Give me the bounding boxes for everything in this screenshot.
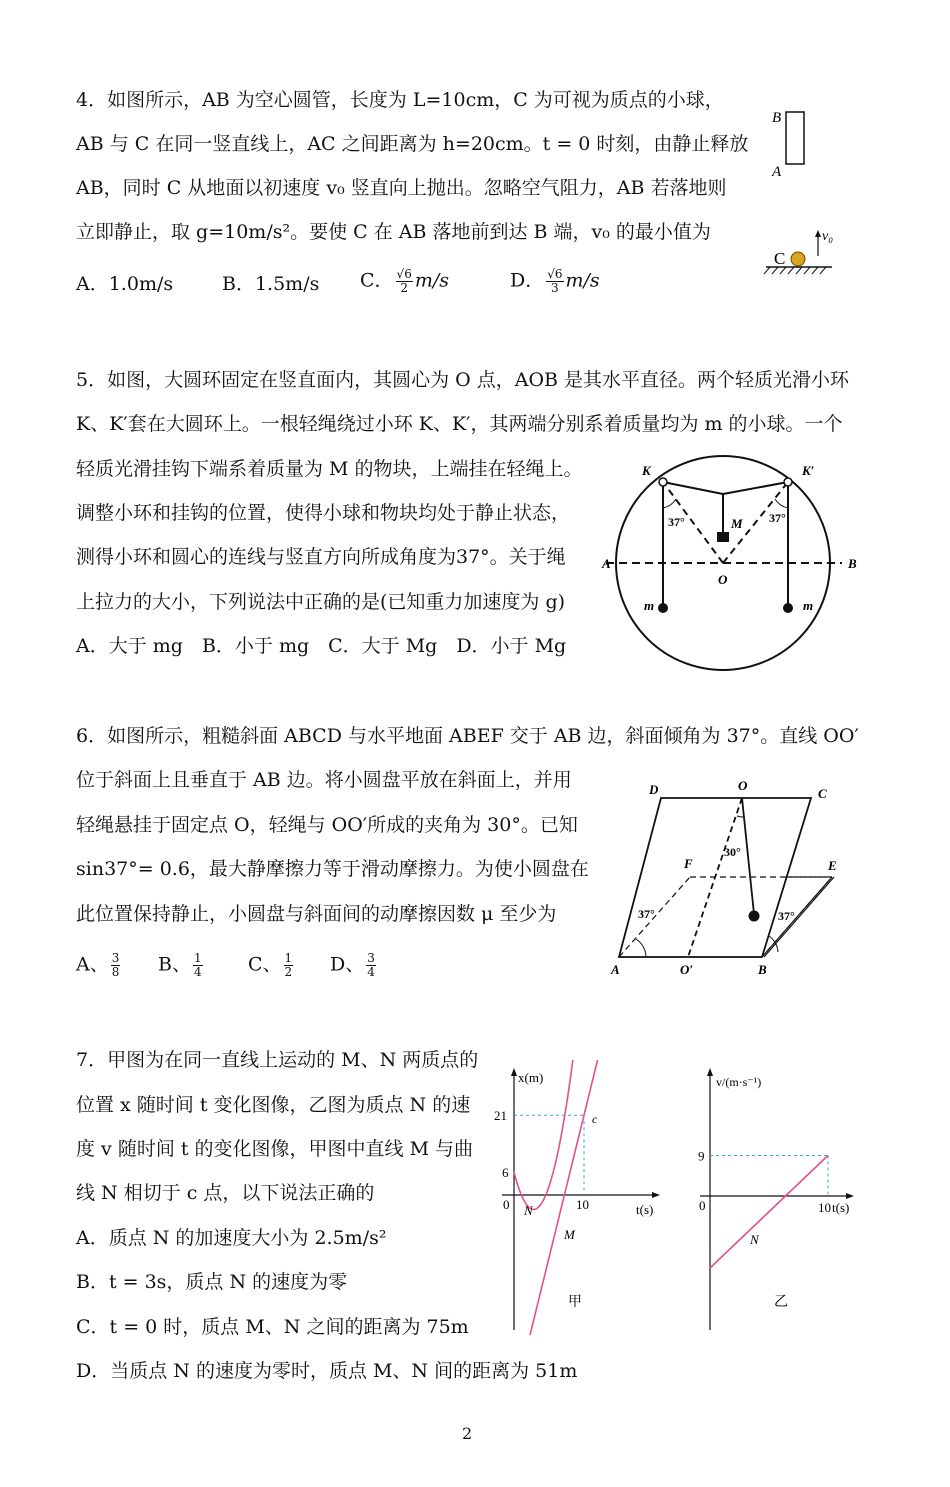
q4-figure <box>760 100 860 280</box>
label-angle-37-left: 37° <box>638 907 655 921</box>
label-angle-37-right: 37° <box>778 909 795 923</box>
tube-ab <box>786 112 804 164</box>
label-f: F <box>684 856 693 871</box>
yi-x-arrow <box>846 1193 854 1199</box>
rope-top-right <box>723 482 788 494</box>
q6-line-1: 6．如图所示，粗糙斜面 ABCD 与水平地面 ABEF 交于 AB 边，斜面倾角为 37°。直线 OO′ <box>76 725 859 747</box>
label-o2: O′ <box>680 962 694 977</box>
label-angle-right: 37° <box>769 511 786 525</box>
label-b: B <box>848 556 857 571</box>
q6-option-b <box>158 952 205 979</box>
q6-option-c-numerator: 1 <box>284 951 293 965</box>
q4-line-3: AB，同时 C 从地面以初速度 v₀ 竖直向上抛出。忽略空气阻力，AB 若落地则 <box>76 177 727 199</box>
label-o: O <box>738 778 748 793</box>
q6-line-3: 轻绳悬挂于固定点 O，轻绳与 OO′所成的夹角为 30°。已知 <box>76 814 578 836</box>
q7-line-5: A．质点 N 的加速度大小为 2.5m/s² <box>76 1227 387 1249</box>
label-m-left: m <box>644 598 655 613</box>
q6-option-a <box>76 952 122 979</box>
q7-line-1: 7．甲图为在同一直线上运动的 M、N 两质点的 <box>76 1049 479 1071</box>
ground-hatch <box>764 267 826 274</box>
jia-series-m-label: M <box>564 1227 575 1242</box>
q4-option-c-numerator: √6 <box>396 267 412 281</box>
jia-title: 甲 <box>568 1295 582 1310</box>
q6-option-b-numerator: 1 <box>193 951 202 965</box>
q6-option-c-denominator: 2 <box>284 965 293 979</box>
q4-option-c-unit: m/s <box>414 269 449 292</box>
q4-option-d-prefix: D． <box>510 269 545 292</box>
label-angle-30: 30° <box>724 845 741 859</box>
q4-option-c-prefix: C． <box>360 269 394 292</box>
yi-y-tick-9: 9 <box>698 1148 705 1164</box>
yi-xlabel: t(s) <box>832 1200 850 1215</box>
q4-option-d-fraction <box>546 268 563 295</box>
q6-figure <box>606 774 846 984</box>
q6-option-a-numerator: 3 <box>111 951 120 965</box>
label-k: K <box>642 463 651 478</box>
ball-m-right <box>783 603 793 613</box>
q4-option-d <box>510 268 600 295</box>
q6-option-d-numerator: 3 <box>367 951 375 965</box>
jia-ylabel: x(m) <box>518 1070 544 1085</box>
ring-k2 <box>784 478 792 486</box>
q7-line-2: 位置 x 随时间 t 变化图像，乙图为质点 N 的速 <box>76 1094 471 1116</box>
q6-option-c-prefix: C、 <box>248 953 282 976</box>
q5-line-3: 轻质光滑挂钩下端系着质量为 M 的物块，上端挂在轻绳上。 <box>76 458 583 480</box>
label-o: O <box>718 572 728 587</box>
block-m <box>717 532 729 542</box>
q4-option-c-fraction <box>396 268 413 295</box>
ball-c <box>791 252 805 266</box>
q5-line-7: A．大于 mg B．小于 mg C．大于 Mg D．小于 Mg <box>76 635 567 657</box>
q4-option-a: A．1.0m/s <box>76 273 174 295</box>
q7-line-7: C．t = 0 时，质点 M、N 之间的距离为 75m <box>76 1316 469 1338</box>
ring-k <box>659 478 667 486</box>
q6-option-c <box>248 952 295 979</box>
q5-line-6: 上拉力的大小，下列说法中正确的是(已知重力加速度为 g) <box>76 591 566 613</box>
q6-option-b-denominator: 4 <box>193 965 202 979</box>
chart-jia <box>480 1060 670 1335</box>
q6-option-b-prefix: B、 <box>158 953 191 976</box>
jia-y-tick-6: 6 <box>502 1165 509 1181</box>
q7-line-8: D．当质点 N 的速度为零时，质点 M、N 间的距离为 51m <box>76 1360 578 1382</box>
label-m-right: m <box>803 598 814 613</box>
yi-title: 乙 <box>774 1295 788 1310</box>
jia-x-tick-0: 0 <box>503 1197 510 1212</box>
q6-option-a-fraction <box>111 952 121 979</box>
rope-top-left <box>663 482 723 494</box>
q6-option-d-denominator: 4 <box>367 965 375 979</box>
q4-option-d-unit: m/s <box>565 269 600 292</box>
q6-option-d-prefix: D、 <box>330 953 365 976</box>
label-c: C <box>774 249 786 268</box>
q5-figure <box>598 452 868 680</box>
jia-point-c-label: c <box>592 1112 598 1127</box>
jia-x-arrow <box>652 1192 660 1198</box>
q4-option-d-numerator: √6 <box>547 267 563 281</box>
yi-series-n-label: N <box>750 1232 759 1247</box>
q7-line-3: 度 v 随时间 t 的变化图像，甲图中直线 M 与曲 <box>76 1138 474 1160</box>
label-a: A <box>602 556 611 571</box>
q5-line-5: 测得小环和圆心的连线与竖直方向所成角度为37°。关于绳 <box>76 546 566 568</box>
q5-line-4: 调整小环和挂钩的位置，使得小球和物块均处于静止状态， <box>76 502 571 524</box>
jia-xlabel: t(s) <box>636 1202 654 1217</box>
q4-line-4: 立即静止，取 g=10m/s²。要使 C 在 AB 落地前到达 B 端，v₀ 的最小值为 <box>76 221 711 243</box>
label-a: A <box>772 164 782 180</box>
q6-option-d <box>330 952 378 979</box>
q7-line-4: 线 N 相切于 c 点，以下说法正确的 <box>76 1182 375 1204</box>
label-c: C <box>818 786 827 801</box>
velocity-arrow-head <box>815 230 821 237</box>
q4-option-c-denominator: 2 <box>400 281 408 295</box>
q5-line-1: 5．如图，大圆环固定在竖直面内，其圆心为 O 点，AOB 是其水平直径。两个轻质光滑小环 <box>76 369 850 391</box>
q6-option-b-fraction <box>193 952 203 979</box>
jia-y-tick-21: 21 <box>494 1108 507 1124</box>
q6-line-2: 位于斜面上且垂直于 AB 边。将小圆盘平放在斜面上，并用 <box>76 769 572 791</box>
yi-ylabel: v/(m·s⁻¹) <box>716 1075 762 1089</box>
q5-line-2: K、K′套在大圆环上。一根轻绳绕过小环 K、K′，其两端分别系着质量均为 m 的小球。一个 <box>76 413 843 435</box>
disc <box>749 911 760 922</box>
q4-option-c <box>360 268 449 295</box>
label-k2: K′ <box>802 463 815 478</box>
label-angle-left: 37° <box>668 515 685 529</box>
q6-option-c-fraction <box>284 952 294 979</box>
yi-series-n-line <box>710 1156 828 1269</box>
page-number: 2 <box>462 1424 473 1443</box>
q6-line-5: 此位置保持静止，小圆盘与斜面间的动摩擦因数 μ 至少为 <box>76 903 557 925</box>
label-b: B <box>758 962 767 977</box>
jia-series-n-label: N <box>524 1203 533 1218</box>
label-b: B <box>772 110 782 126</box>
yi-x-tick-0: 0 <box>699 1198 706 1213</box>
q6-option-d-fraction <box>366 952 376 979</box>
label-v0: v₀ <box>822 229 834 244</box>
q6-option-a-denominator: 8 <box>111 965 120 979</box>
chart-yi <box>690 1060 860 1335</box>
label-a: A <box>611 962 620 977</box>
q7-line-6: B．t = 3s，质点 N 的速度为零 <box>76 1271 348 1293</box>
label-big-m: M <box>731 516 743 531</box>
label-d: D <box>649 782 659 797</box>
q4-option-b: B．1.5m/s <box>222 273 320 295</box>
angle-arc-right <box>775 499 788 508</box>
angle-arc-left <box>663 499 676 508</box>
ball-m-left <box>658 603 668 613</box>
jia-y-arrow <box>511 1068 517 1076</box>
label-e: E <box>828 858 837 873</box>
yi-x-tick-10: 10 <box>818 1200 831 1215</box>
yi-y-arrow <box>707 1068 713 1076</box>
q4-line-1: 4．如图所示，AB 为空心圆管，长度为 L=10cm，C 为可视为质点的小球， <box>76 89 724 111</box>
q6-option-a-prefix: A、 <box>76 953 109 976</box>
q4-line-2: AB 与 C 在同一竖直线上，AC 之间距离为 h=20cm。t = 0 时刻，由静止释放 <box>76 133 749 155</box>
q6-line-4: sin37°= 0.6，最大静摩擦力等于滑动摩擦力。为使小圆盘在 <box>76 858 589 880</box>
jia-x-tick-10: 10 <box>576 1197 589 1212</box>
q4-option-d-denominator: 3 <box>551 281 559 295</box>
